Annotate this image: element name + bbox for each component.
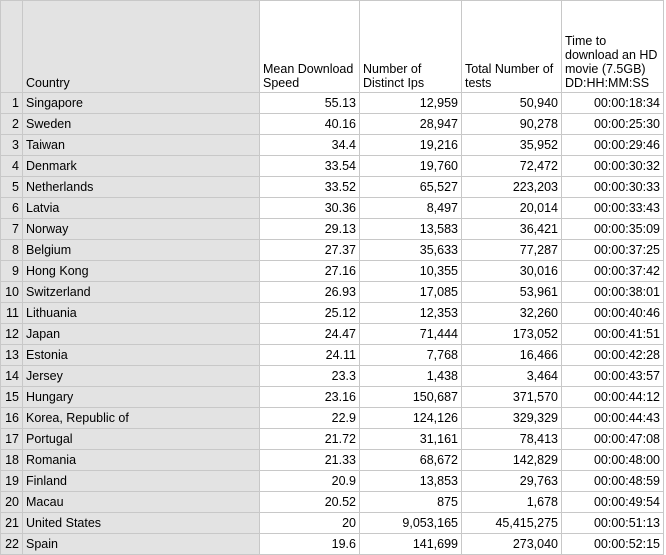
country-cell[interactable]: Belgium [23,240,260,261]
row-number-cell[interactable]: 13 [1,345,23,366]
distinct-ips-cell[interactable]: 19,216 [360,135,462,156]
mean-download-speed-cell[interactable]: 23.16 [260,387,360,408]
total-tests-cell[interactable]: 16,466 [462,345,562,366]
download-time-cell[interactable]: 00:00:30:33 [562,177,664,198]
distinct-ips-cell[interactable]: 124,126 [360,408,462,429]
download-time-cell[interactable]: 00:00:18:34 [562,93,664,114]
download-time-cell[interactable]: 00:00:49:54 [562,492,664,513]
table-row [1,303,664,324]
total-tests-cell[interactable]: 77,287 [462,240,562,261]
distinct-ips-cell[interactable]: 13,583 [360,219,462,240]
distinct-ips-cell[interactable]: 71,444 [360,324,462,345]
row-number-cell[interactable]: 11 [1,303,23,324]
table-row [1,429,664,450]
header-distinct-ips[interactable]: Number of Distinct Ips [360,1,462,93]
mean-download-speed-cell[interactable]: 21.72 [260,429,360,450]
row-number-cell[interactable]: 19 [1,471,23,492]
distinct-ips-cell[interactable]: 10,355 [360,261,462,282]
total-tests-cell[interactable]: 142,829 [462,450,562,471]
total-tests-cell[interactable]: 173,052 [462,324,562,345]
row-number-cell[interactable]: 7 [1,219,23,240]
header-total-tests[interactable]: Total Number of tests [462,1,562,93]
download-time-cell[interactable]: 00:00:42:28 [562,345,664,366]
download-time-cell[interactable]: 00:00:41:51 [562,324,664,345]
distinct-ips-cell[interactable]: 141,699 [360,534,462,555]
row-number-cell[interactable]: 21 [1,513,23,534]
table-row [1,177,664,198]
table-row [1,219,664,240]
table-row [1,513,664,534]
table-row [1,240,664,261]
total-tests-cell[interactable]: 20,014 [462,198,562,219]
total-tests-cell[interactable]: 72,472 [462,156,562,177]
row-number-cell[interactable]: 15 [1,387,23,408]
country-cell[interactable]: Finland [23,471,260,492]
total-tests-cell[interactable]: 32,260 [462,303,562,324]
table-row [1,324,664,345]
table-row [1,93,664,114]
row-number-cell[interactable]: 6 [1,198,23,219]
row-number-cell[interactable]: 4 [1,156,23,177]
mean-download-speed-cell[interactable]: 24.47 [260,324,360,345]
table-body [1,93,664,555]
header-country[interactable]: Country [23,1,260,93]
table-row [1,387,664,408]
table-row [1,282,664,303]
distinct-ips-cell[interactable]: 1,438 [360,366,462,387]
row-number-cell[interactable]: 9 [1,261,23,282]
row-number-cell[interactable]: 3 [1,135,23,156]
row-number-cell[interactable]: 1 [1,93,23,114]
country-cell[interactable]: Denmark [23,156,260,177]
total-tests-cell[interactable]: 36,421 [462,219,562,240]
country-cell[interactable]: Jersey [23,366,260,387]
country-cell[interactable]: Norway [23,219,260,240]
total-tests-cell[interactable]: 50,940 [462,93,562,114]
mean-download-speed-cell[interactable]: 34.4 [260,135,360,156]
mean-download-speed-cell[interactable]: 19.6 [260,534,360,555]
total-tests-cell[interactable]: 273,040 [462,534,562,555]
mean-download-speed-cell[interactable]: 20 [260,513,360,534]
total-tests-cell[interactable]: 30,016 [462,261,562,282]
mean-download-speed-cell[interactable]: 20.52 [260,492,360,513]
download-time-cell[interactable]: 00:00:38:01 [562,282,664,303]
country-cell[interactable]: Latvia [23,198,260,219]
download-time-cell[interactable]: 00:00:25:30 [562,114,664,135]
mean-download-speed-cell[interactable]: 55.13 [260,93,360,114]
country-cell[interactable]: Netherlands [23,177,260,198]
country-cell[interactable]: Japan [23,324,260,345]
total-tests-cell[interactable]: 35,952 [462,135,562,156]
row-number-cell[interactable]: 14 [1,366,23,387]
row-number-cell[interactable]: 12 [1,324,23,345]
distinct-ips-cell[interactable]: 65,527 [360,177,462,198]
total-tests-cell[interactable]: 45,415,275 [462,513,562,534]
distinct-ips-cell[interactable]: 12,959 [360,93,462,114]
download-time-cell[interactable]: 00:00:44:43 [562,408,664,429]
row-number-cell[interactable]: 5 [1,177,23,198]
header-download-time[interactable]: Time to download an HD movie (7.5GB) DD:HH:MM:SS [562,1,664,93]
country-cell[interactable]: Romania [23,450,260,471]
country-cell[interactable]: Portugal [23,429,260,450]
table-row [1,156,664,177]
country-cell[interactable]: Spain [23,534,260,555]
distinct-ips-cell[interactable]: 150,687 [360,387,462,408]
header-mean-download-speed[interactable]: Mean Download Speed [260,1,360,93]
distinct-ips-cell[interactable]: 68,672 [360,450,462,471]
country-cell[interactable]: Macau [23,492,260,513]
row-number-cell[interactable]: 10 [1,282,23,303]
row-number-cell[interactable]: 16 [1,408,23,429]
country-cell[interactable]: Taiwan [23,135,260,156]
distinct-ips-cell[interactable]: 35,633 [360,240,462,261]
download-time-cell[interactable]: 00:00:52:15 [562,534,664,555]
table-row [1,492,664,513]
table-row [1,471,664,492]
table-row [1,534,664,555]
row-number-cell[interactable]: 8 [1,240,23,261]
distinct-ips-cell[interactable]: 7,768 [360,345,462,366]
country-cell[interactable]: United States [23,513,260,534]
download-time-cell[interactable]: 00:00:44:12 [562,387,664,408]
row-number-cell[interactable]: 20 [1,492,23,513]
table-row [1,114,664,135]
total-tests-cell[interactable]: 90,278 [462,114,562,135]
country-cell[interactable]: Hungary [23,387,260,408]
row-number-cell[interactable]: 18 [1,450,23,471]
table-row [1,408,664,429]
distinct-ips-cell[interactable]: 9,053,165 [360,513,462,534]
mean-download-speed-cell[interactable]: 33.54 [260,156,360,177]
country-cell[interactable]: Korea, Republic of [23,408,260,429]
table-row [1,345,664,366]
download-time-cell[interactable]: 00:00:40:46 [562,303,664,324]
download-time-cell[interactable]: 00:00:30:32 [562,156,664,177]
total-tests-cell[interactable]: 29,763 [462,471,562,492]
mean-download-speed-cell[interactable]: 21.33 [260,450,360,471]
country-cell[interactable]: Lithuania [23,303,260,324]
header-row [1,1,664,93]
distinct-ips-cell[interactable]: 31,161 [360,429,462,450]
download-time-cell[interactable]: 00:00:29:46 [562,135,664,156]
mean-download-speed-cell[interactable]: 23.3 [260,366,360,387]
mean-download-speed-cell[interactable]: 40.16 [260,114,360,135]
total-tests-cell[interactable]: 223,203 [462,177,562,198]
distinct-ips-cell[interactable]: 12,353 [360,303,462,324]
country-cell[interactable]: Singapore [23,93,260,114]
download-time-cell[interactable]: 00:00:51:13 [562,513,664,534]
mean-download-speed-cell[interactable]: 24.11 [260,345,360,366]
total-tests-cell[interactable]: 3,464 [462,366,562,387]
country-cell[interactable]: Sweden [23,114,260,135]
mean-download-speed-cell[interactable]: 26.93 [260,282,360,303]
table-row [1,366,664,387]
country-cell[interactable]: Estonia [23,345,260,366]
country-cell[interactable]: Hong Kong [23,261,260,282]
country-cell[interactable]: Switzerland [23,282,260,303]
mean-download-speed-cell[interactable]: 33.52 [260,177,360,198]
download-time-cell[interactable]: 00:00:35:09 [562,219,664,240]
distinct-ips-cell[interactable]: 8,497 [360,198,462,219]
total-tests-cell[interactable]: 78,413 [462,429,562,450]
download-time-cell[interactable]: 00:00:37:25 [562,240,664,261]
total-tests-cell[interactable]: 329,329 [462,408,562,429]
row-number-cell[interactable]: 22 [1,534,23,555]
mean-download-speed-cell[interactable]: 20.9 [260,471,360,492]
row-number-cell[interactable]: 17 [1,429,23,450]
download-time-cell[interactable]: 00:00:33:43 [562,198,664,219]
download-time-cell[interactable]: 00:00:48:00 [562,450,664,471]
table-row [1,135,664,156]
mean-download-speed-cell[interactable]: 30.36 [260,198,360,219]
download-time-cell[interactable]: 00:00:43:57 [562,366,664,387]
mean-download-speed-cell[interactable]: 27.37 [260,240,360,261]
distinct-ips-cell[interactable]: 875 [360,492,462,513]
mean-download-speed-cell[interactable]: 25.12 [260,303,360,324]
distinct-ips-cell[interactable]: 13,853 [360,471,462,492]
table-row [1,450,664,471]
total-tests-cell[interactable]: 53,961 [462,282,562,303]
table-row [1,198,664,219]
mean-download-speed-cell[interactable]: 27.16 [260,261,360,282]
download-time-cell[interactable]: 00:00:47:08 [562,429,664,450]
total-tests-cell[interactable]: 1,678 [462,492,562,513]
total-tests-cell[interactable]: 371,570 [462,387,562,408]
mean-download-speed-cell[interactable]: 29.13 [260,219,360,240]
row-number-cell[interactable]: 2 [1,114,23,135]
distinct-ips-cell[interactable]: 19,760 [360,156,462,177]
download-time-cell[interactable]: 00:00:37:42 [562,261,664,282]
distinct-ips-cell[interactable]: 17,085 [360,282,462,303]
table-row [1,261,664,282]
download-time-cell[interactable]: 00:00:48:59 [562,471,664,492]
distinct-ips-cell[interactable]: 28,947 [360,114,462,135]
row-number-header[interactable] [1,1,23,93]
mean-download-speed-cell[interactable]: 22.9 [260,408,360,429]
